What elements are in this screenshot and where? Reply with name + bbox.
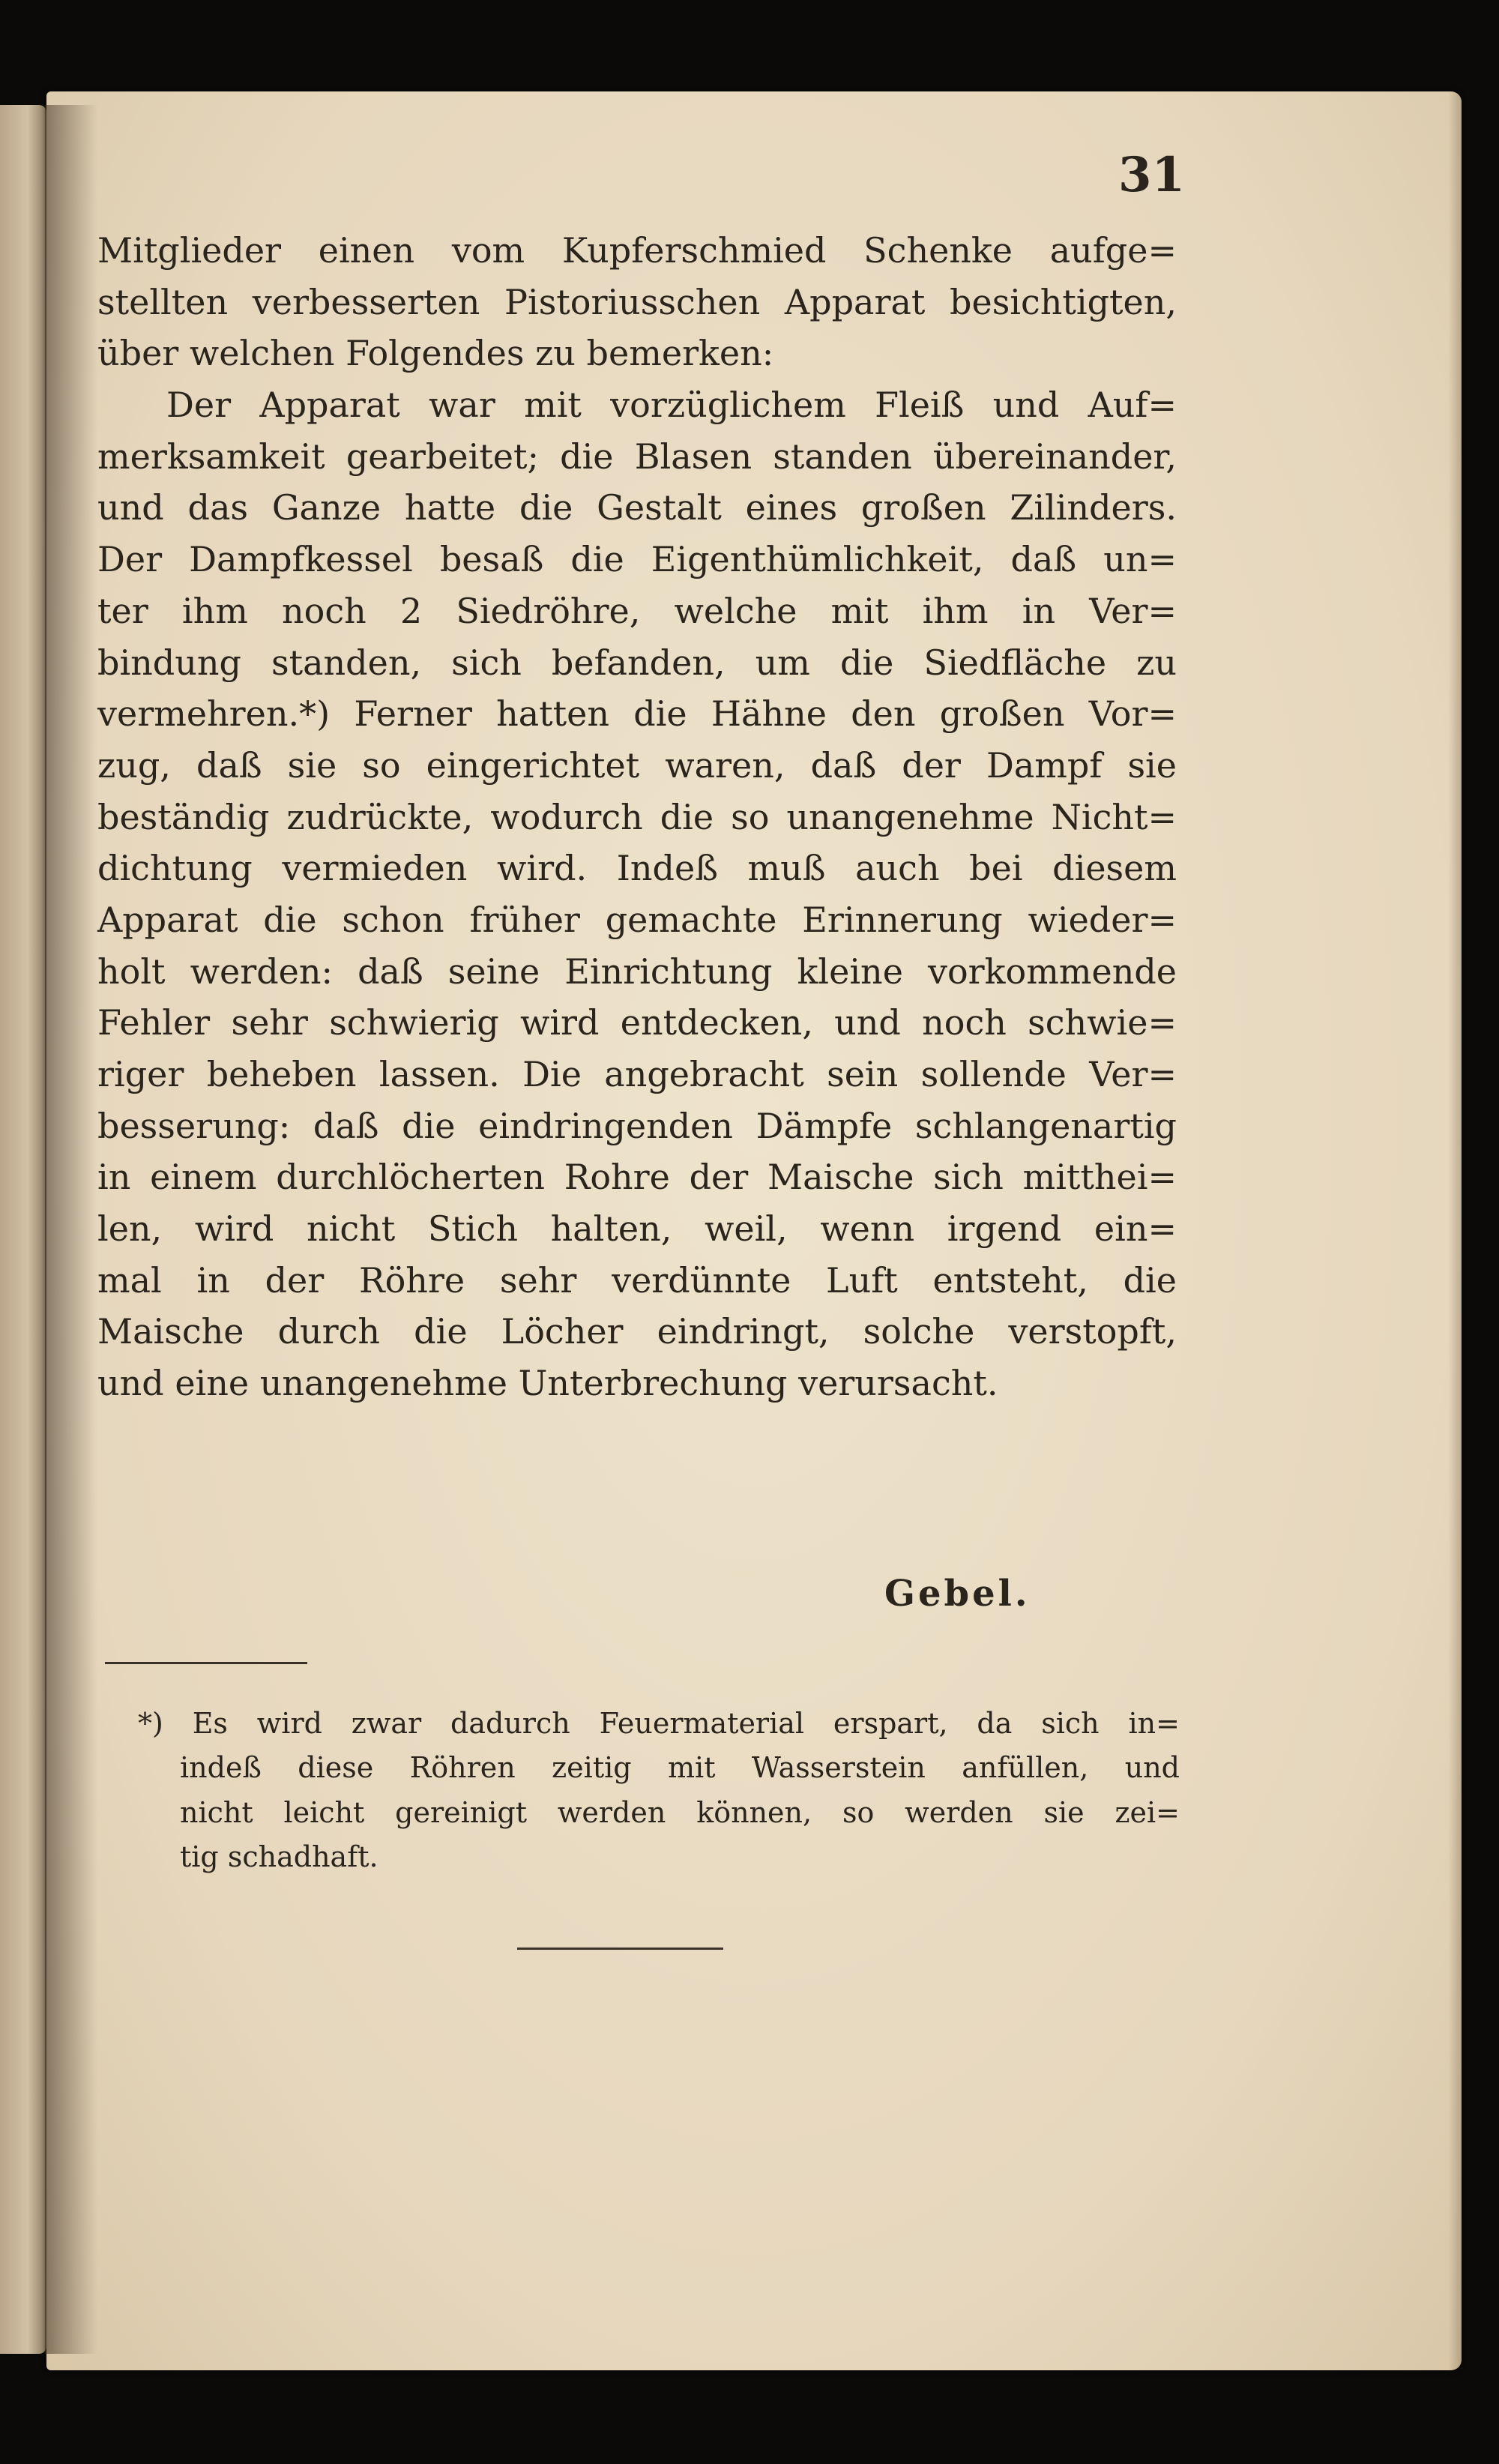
text-line: mal in der Röhre sehr verdünnte Luft entsteht, die [97, 1259, 1177, 1301]
text-line: und das Ganze hatte die Gestalt eines großen Zilinders. [97, 487, 1177, 528]
text-line: Fehler sehr schwierig wird entdecken, und noch schwie= [97, 1002, 1177, 1043]
body-text [97, 225, 1177, 1409]
gutter-shadow [45, 105, 97, 2354]
footnote-line-first [138, 1702, 1180, 1746]
footnote-marker: *) [138, 1707, 163, 1740]
footnote-line: indeß diese Röhren zeitig mit Wasserstein anfüllen, und [180, 1751, 1180, 1785]
text-line: merksamkeit gearbeitet; die Blasen standen übereinander, [97, 436, 1177, 477]
text-line: stellten verbesserten Pistoriusschen Apparat besichtigten, [97, 281, 1177, 322]
text-line: ter ihm noch 2 Siedröhre, welche mit ihm in Ver= [97, 590, 1177, 631]
text-line: len, wird nicht Stich halten, weil, wenn irgend ein= [97, 1208, 1177, 1250]
footnote [138, 1702, 1180, 1879]
text-line: Apparat die schon früher gemachte Erinnerung wieder= [97, 899, 1177, 940]
text-line: beständig zudrückte, wodurch die so unangenehme Nicht= [97, 796, 1177, 837]
text-line: in einem durchlöcherten Rohre der Maische sich mitthei= [97, 1157, 1177, 1198]
text-line: Mitglieder einen vom Kupferschmied Schenke aufge= [97, 230, 1177, 271]
facing-page-edge [0, 105, 46, 2354]
text-line: vermehren.*) Ferner hatten die Hähne den großen Vor= [97, 693, 1177, 735]
footnote-line: nicht leicht gereinigt werden können, so werden sie zei= [180, 1795, 1180, 1829]
text-line: holt werden: daß seine Einrichtung kleine vorkommende [97, 951, 1177, 992]
text-line: bindung standen, sich befanden, um die Siedfläche zu [97, 642, 1177, 683]
author-signature: Gebel. [884, 1573, 1031, 1615]
text-line: Maische durch die Löcher eindringt, solche verstopft, [97, 1311, 1177, 1352]
text-line: besserung: daß die eindringenden Dämpfe schlangenartig [97, 1105, 1177, 1146]
footnote-text: Es wird zwar dadurch Feuermaterial erspart, da sich in= [192, 1707, 1180, 1740]
text-line: dichtung vermieden wird. Indeß muß auch bei diesem [97, 848, 1177, 889]
text-line: Der Apparat war mit vorzüglichem Fleiß und Auf= [166, 385, 1177, 426]
text-line: riger beheben lassen. Die angebracht sein sollende Ver= [97, 1054, 1177, 1094]
text-line: und eine unangenehme Unterbrechung verursacht. [97, 1363, 998, 1404]
text-line: Der Dampfkessel besaß die Eigenthümlichkeit, daß un= [97, 539, 1177, 580]
page-edge-shading [1448, 91, 1462, 2370]
footnote-line: tig schadhaft. [180, 1840, 378, 1873]
text-line: zug, daß sie so eingerichtet waren, daß der Dampf sie [97, 744, 1177, 786]
page-number: 31 [1118, 147, 1186, 203]
end-rule [517, 1948, 723, 1950]
footnote-separator-rule [105, 1662, 307, 1664]
text-line: über welchen Folgendes zu bemerken: [97, 333, 774, 374]
